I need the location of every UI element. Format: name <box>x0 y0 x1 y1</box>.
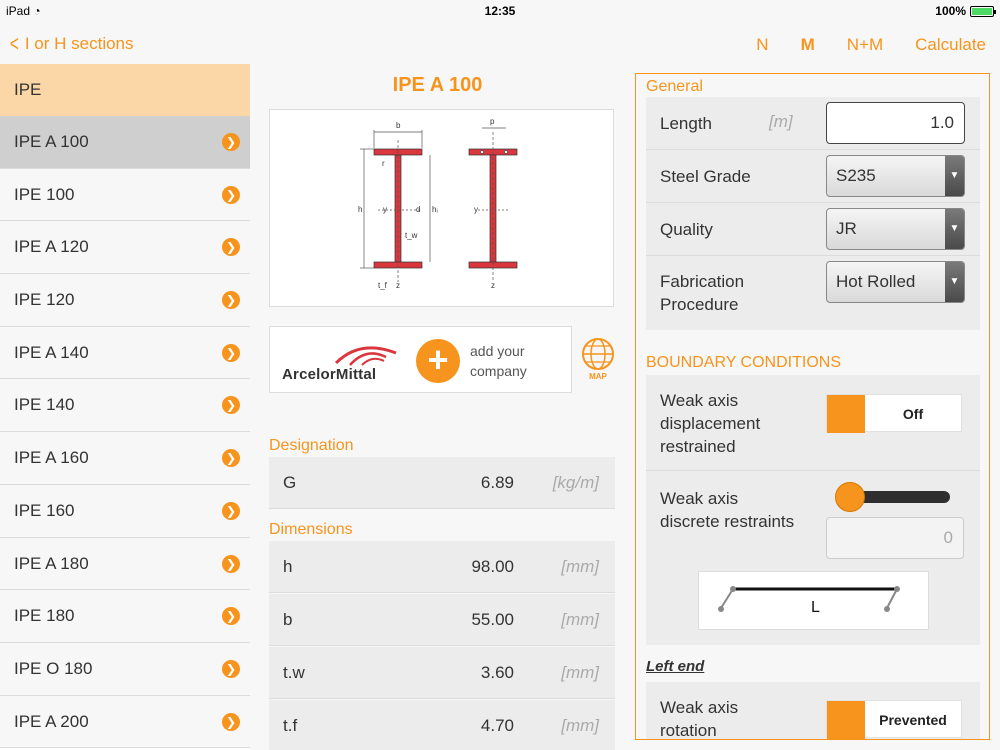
weak-rotation-row <box>646 682 980 740</box>
nav-actions <box>724 35 986 55</box>
chevron-right-icon: ❯ <box>222 344 240 362</box>
list-item-label: IPE 180 <box>14 606 75 626</box>
designation-label: Designation <box>269 437 354 454</box>
dimensions-label: Dimensions <box>269 521 353 538</box>
chevron-right-icon: ❯ <box>222 502 240 520</box>
row-unit: [mm] <box>561 663 599 682</box>
add-company-text[interactable] <box>470 341 527 381</box>
list-item-label: IPE O 180 <box>14 658 93 678</box>
weak-displacement-row <box>646 375 980 471</box>
row-unit: [mm] <box>561 610 599 629</box>
length-unit: [m] <box>769 112 793 131</box>
parameters-panel <box>635 73 990 740</box>
chevron-right-icon: ❯ <box>222 607 240 625</box>
quality-label: Quality <box>660 220 713 239</box>
chevron-right-icon: ❯ <box>222 186 240 204</box>
label-line: Weak axis <box>660 698 739 717</box>
toggle-knob <box>827 395 865 433</box>
row-value: 98.00 <box>471 557 514 576</box>
restraints-slider-knob[interactable] <box>835 482 865 512</box>
list-item[interactable] <box>0 643 250 696</box>
list-item[interactable] <box>0 327 250 380</box>
tab-m[interactable]: M <box>800 35 815 54</box>
steel-grade-label: Steel Grade <box>660 167 751 186</box>
section-list <box>0 64 250 750</box>
tab-n-plus-m[interactable]: N+M <box>846 35 884 54</box>
general-group <box>646 97 980 330</box>
list-item[interactable] <box>0 432 250 485</box>
add-company-icon[interactable]: + <box>416 339 460 383</box>
label-line: restrained <box>660 437 736 456</box>
weak-discrete-row <box>646 471 980 645</box>
list-item[interactable] <box>0 169 250 222</box>
list-item-label: IPE A 120 <box>14 237 89 257</box>
toggle-knob <box>827 701 865 739</box>
back-button[interactable] <box>8 31 134 56</box>
beam-diagram <box>698 571 929 630</box>
globe-icon <box>580 336 616 372</box>
svg-text:p: p <box>490 117 495 126</box>
calculate-button[interactable]: Calculate <box>915 35 986 54</box>
weak-displacement-label <box>660 389 760 458</box>
chevron-left-icon: < <box>9 31 19 56</box>
dropdown-arrow-icon: ▼ <box>945 156 964 196</box>
steel-grade-row <box>646 150 980 203</box>
dropdown-arrow-icon: ▼ <box>945 262 964 302</box>
svg-text:t_w: t_w <box>405 231 418 240</box>
length-label: Length <box>660 114 712 133</box>
list-item-label: IPE 160 <box>14 500 75 520</box>
svg-text:hᵢ: hᵢ <box>432 205 438 214</box>
device-label: iPad ◔ <box>6 4 41 18</box>
toggle-state: Prevented <box>879 712 947 728</box>
sponsor-banner[interactable] <box>269 326 572 393</box>
label-line: discrete restraints <box>660 512 795 531</box>
svg-text:d: d <box>416 205 421 214</box>
restraints-slider-track[interactable] <box>850 491 950 503</box>
svg-text:y: y <box>474 205 478 214</box>
section-diagram <box>269 109 614 307</box>
list-item[interactable] <box>0 379 250 432</box>
map-label: MAP <box>589 372 607 381</box>
list-item[interactable] <box>0 116 250 169</box>
row-name: t.w <box>283 663 305 682</box>
battery-percent: 100% <box>935 4 966 18</box>
svg-text:t_f: t_f <box>378 281 387 290</box>
boundary-label: BOUNDARY CONDITIONS <box>646 354 841 371</box>
toggle-state: Off <box>902 406 924 422</box>
list-item-label: IPE 140 <box>14 395 75 415</box>
row-value: 3.60 <box>480 663 514 682</box>
add-line-2: company <box>470 363 527 379</box>
i-beam-diagram <box>270 110 615 308</box>
chevron-right-icon: ❯ <box>222 291 240 309</box>
left-end-group <box>646 682 980 740</box>
nav-bar <box>0 22 1000 64</box>
list-item-label: IPE 100 <box>14 184 75 204</box>
row-name: b <box>283 610 293 629</box>
quality-value: JR <box>836 219 857 238</box>
svg-text:r: r <box>382 159 385 168</box>
length-row <box>646 97 980 150</box>
list-item-label: IPE A 200 <box>14 711 89 731</box>
designation-row <box>269 457 615 509</box>
list-item[interactable] <box>0 696 250 749</box>
svg-text:h: h <box>358 205 363 214</box>
chevron-right-icon: ❯ <box>222 396 240 414</box>
clock: 12:35 <box>484 4 516 18</box>
dimension-row <box>269 594 615 646</box>
restraints-count-input[interactable]: 0 <box>826 517 964 559</box>
dimension-row <box>269 541 615 593</box>
back-label: I or H sections <box>24 34 134 53</box>
general-label: General <box>646 78 703 95</box>
wifi-icon: ◔ <box>33 4 41 18</box>
list-item-label: IPE A 160 <box>14 448 89 468</box>
map-button[interactable] <box>580 336 616 384</box>
quality-row <box>646 203 980 256</box>
beam-length-label: L <box>811 599 820 616</box>
chevron-right-icon: ❯ <box>222 713 240 731</box>
fabrication-label-1: Fabrication <box>660 272 745 291</box>
section-detail <box>250 64 633 750</box>
row-unit: [mm] <box>561 557 599 576</box>
section-title: IPE A 100 <box>392 74 483 96</box>
row-name: t.f <box>283 716 298 735</box>
list-item[interactable] <box>0 538 250 591</box>
weak-rotation-label <box>660 696 738 740</box>
label-line: Weak axis <box>660 489 739 508</box>
row-value: 55.00 <box>471 610 514 629</box>
svg-text:y: y <box>383 205 387 214</box>
list-item[interactable] <box>0 485 250 538</box>
row-value: 4.70 <box>480 716 514 735</box>
dropdown-arrow-icon: ▼ <box>945 209 964 249</box>
list-item-label: IPE A 180 <box>14 553 89 573</box>
tab-n[interactable]: N <box>756 35 769 54</box>
weak-discrete-label <box>660 487 794 533</box>
battery-status <box>935 4 994 18</box>
row-name: h <box>283 557 293 576</box>
list-item[interactable] <box>0 274 250 327</box>
steel-grade-select[interactable] <box>826 155 965 197</box>
row-unit: [mm] <box>561 716 599 735</box>
length-input[interactable]: 1.0 <box>826 102 965 144</box>
svg-text:z: z <box>396 281 400 290</box>
fabrication-label-2: Procedure <box>660 295 739 314</box>
chevron-right-icon: ❯ <box>222 238 240 256</box>
label-line: displacement <box>660 414 761 433</box>
row-value: 6.89 <box>480 473 514 492</box>
add-line-1: add your <box>470 343 525 359</box>
list-item-label: IPE A 100 <box>14 132 89 151</box>
weak-rotation-toggle[interactable] <box>826 700 962 738</box>
fabrication-row <box>646 256 980 330</box>
list-item-label: IPE A 140 <box>14 342 89 362</box>
battery-icon <box>970 6 994 17</box>
dimension-row <box>269 647 615 699</box>
fabrication-value: Hot Rolled <box>836 272 916 291</box>
row-name: G <box>283 473 297 492</box>
label-line: Weak axis <box>660 391 739 410</box>
quality-select[interactable] <box>826 208 965 250</box>
list-item[interactable] <box>0 590 250 643</box>
steel-grade-value: S235 <box>836 166 876 185</box>
left-end-label: Left end <box>646 658 705 675</box>
status-bar <box>0 0 1000 22</box>
label-line: rotation <box>660 721 717 740</box>
chevron-right-icon: ❯ <box>222 133 240 151</box>
dimension-row <box>269 700 615 750</box>
svg-text:b: b <box>396 121 401 130</box>
fabrication-select[interactable] <box>826 261 965 303</box>
list-item[interactable] <box>0 221 250 274</box>
beam-span-icon <box>699 572 930 631</box>
company-logo-text: ArcelorMittal <box>282 366 377 383</box>
list-header: IPE <box>0 64 250 116</box>
weak-displacement-toggle[interactable] <box>826 394 962 432</box>
boundary-group <box>646 375 980 645</box>
svg-text:z: z <box>491 281 495 290</box>
fabrication-label <box>660 270 744 316</box>
chevron-right-icon: ❯ <box>222 660 240 678</box>
chevron-right-icon: ❯ <box>222 449 240 467</box>
chevron-right-icon: ❯ <box>222 555 240 573</box>
list-item-label: IPE 120 <box>14 290 75 310</box>
row-unit: [kg/m] <box>552 473 599 492</box>
